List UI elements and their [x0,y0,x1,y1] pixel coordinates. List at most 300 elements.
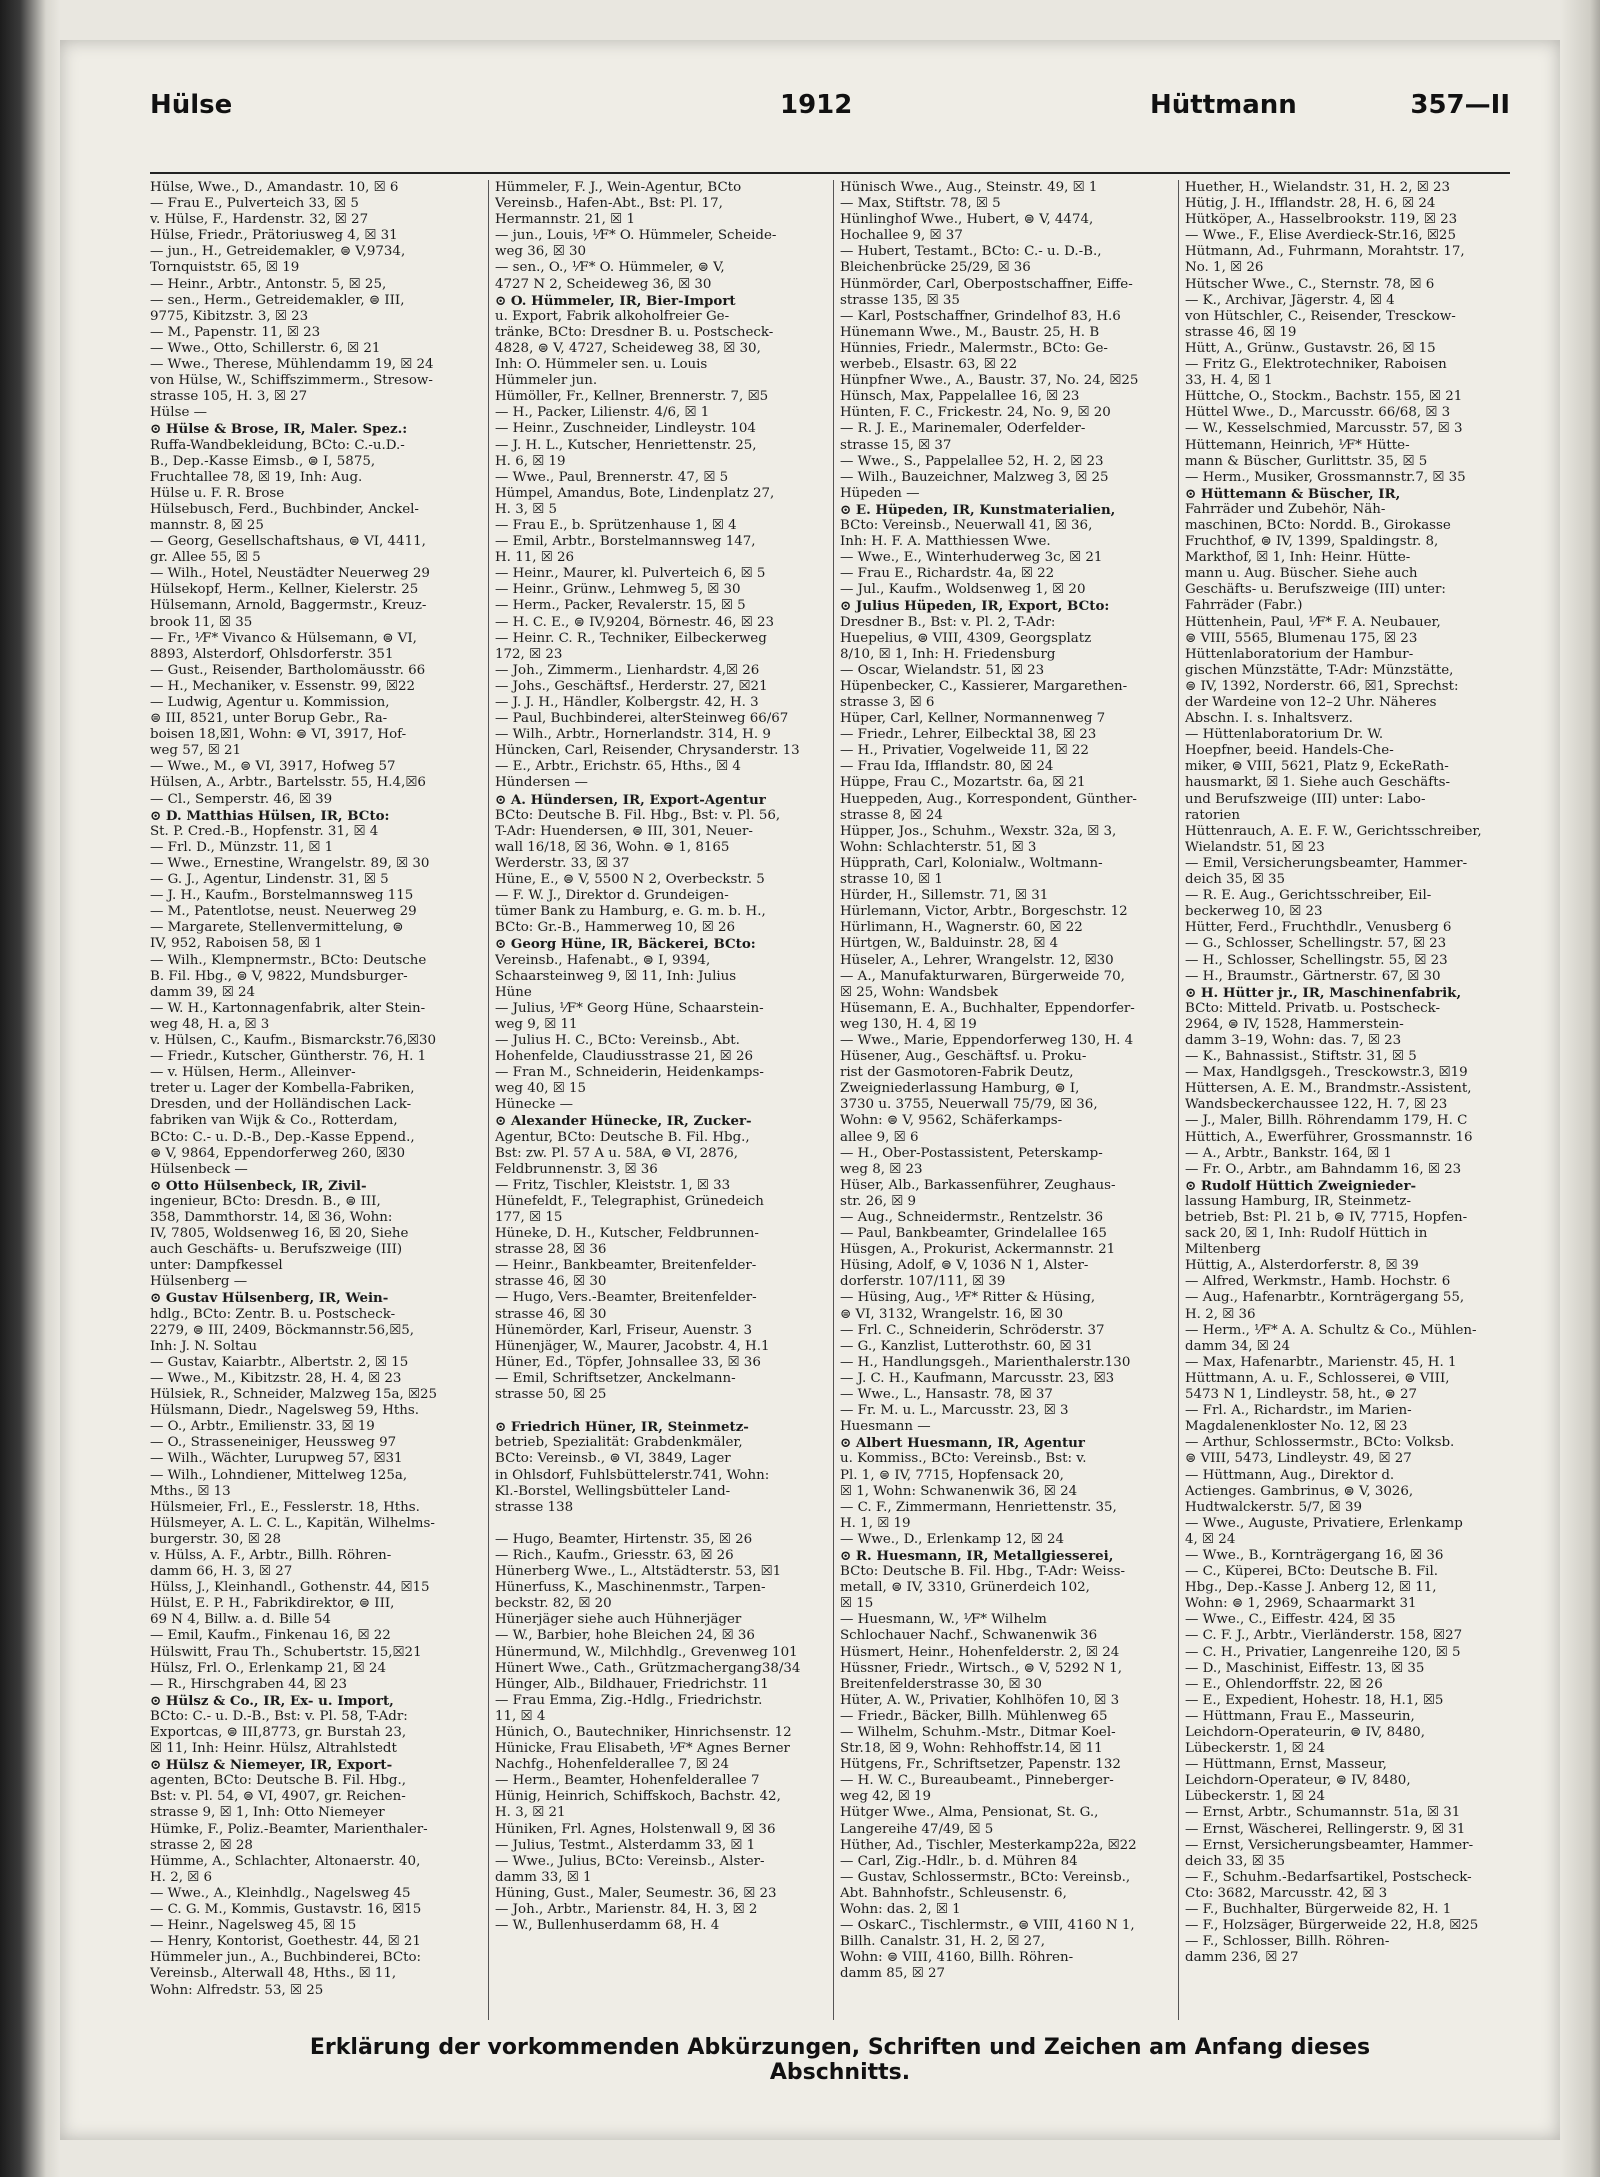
entry-line: Fahrräder und Zubehör, Näh- [1185,501,1386,517]
entry-line: Hünisch Wwe., Aug., Steinstr. 49, ☒ 1 [840,180,1098,195]
entry-line: — Wwe., C., Eiffestr. 424, ☒ 35 [1185,1612,1396,1628]
entry-line: burgerstr. 30, ☒ 28 [150,1531,282,1547]
column-2 [495,180,817,2020]
entry-line: Hüpeden — [840,485,920,501]
entry-line: — Max, Stiftstr. 78, ☒ 5 [840,196,1001,212]
entry-line: Hülst, E. P. H., Fabrikdirektor, ⊜ III, [150,1596,395,1612]
entry-line: Langereihe 47/49, ☒ 5 [840,1821,994,1837]
entry-line: — Fritz G., Elektrotechniker, Raboisen [1185,357,1447,373]
entry-line: damm 34, ☒ 24 [1185,1338,1291,1354]
entry-line: weg 9, ☒ 11 [495,1016,578,1032]
entry-line: Geschäfts- u. Berufszweige (III) unter: [1185,582,1446,598]
entry-line: damm 3–19, Wohn: das. 7, ☒ 23 [1185,1032,1402,1048]
entry-line: hdlg., BCto: Zentr. B. u. Postscheck- [150,1306,396,1322]
entry-line: ⊜ VI, 3132, Wrangelstr. 16, ☒ 30 [840,1306,1064,1322]
entry-line: — Henry, Kontorist, Goethestr. 44, ☒ 21 [150,1934,421,1950]
entry-line: in Ohlsdorf, Fuhlsbüttelerstr.741, Wohn: [495,1467,770,1483]
entry-line: ⊜ III, 8521, unter Borup Gebr., Ra- [150,711,388,727]
entry-line: — C., Küperei, BCto: Deutsche B. Fil. [1185,1564,1438,1580]
entry-line: — Wwe., Marie, Eppendorferweg 130, H. 4 [840,1032,1134,1048]
entry-line: — Heinr., Arbtr., Antonstr. 5, ☒ 25, [150,276,387,292]
entry-line: gr. Allee 55, ☒ 5 [150,550,261,566]
entry-line: 3730 u. 3755, Neuerwall 75/79, ☒ 36, [840,1097,1098,1113]
entry-line: Cto: 3682, Marcusstr. 42, ☒ 3 [1185,1885,1388,1901]
entry-line: strasse 135, ☒ 35 [840,292,960,308]
entry-line: Hümke, F., Poliz.-Beamter, Marienthaler- [150,1821,428,1837]
entry-line: — Heinr., Zuschneider, Lindleystr. 104 [495,421,756,437]
entry-line: Hüpper, Jos., Schuhm., Wexstr. 32a, ☒ 3, [840,823,1117,839]
entry-line: — Fr. O., Arbtr., am Bahndamm 16, ☒ 23 [1185,1161,1462,1177]
entry-line: — Wwe., Paul, Brennerstr. 47, ☒ 5 [495,469,729,485]
entry-line: Str.18, ☒ 9, Wohn: Rehhoffstr.14, ☒ 11 [840,1741,1103,1757]
entry-line: — R. E. Aug., Gerichtsschreiber, Eil- [1185,888,1432,904]
entry-line: Hüter, A. W., Privatier, Kohlhöfen 10, ☒ 3 [840,1692,1120,1708]
entry-line: — H., Packer, Lilienstr. 4/6, ☒ 1 [495,405,710,421]
entry-line: — Frl. A., Richardstr., im Marien- [1185,1403,1412,1419]
entry-line: Hermannstr. 21, ☒ 1 [495,212,635,228]
entry-line: Hüpenbecker, C., Kassierer, Margarethen- [840,678,1128,694]
entry-line: — Fr. M. u. L., Marcusstr. 23, ☒ 3 [840,1403,1069,1419]
entry-line: Hohenfelde, Claudiusstrasse 21, ☒ 26 [495,1049,753,1065]
entry-line: — W., Kesselschmied, Marcusstr. 57, ☒ 3 [1185,421,1463,437]
entry-line: BCto: Deutsche B. Fil. Hbg., Bst: v. Pl. 56, [495,807,781,823]
entry-line: — Julius, ⅟F* Georg Hüne, Schaarstein- [495,1000,764,1016]
entry-line: — M., Papenstr. 11, ☒ 23 [150,324,321,340]
entry-line: ⊙ Hülse & Brose, IR, Maler. Spez.: [150,421,408,438]
entry-line: No. 1, ☒ 26 [1185,260,1264,276]
entry-line: Hülsiek, R., Schneider, Malzweg 15a, ☒25 [150,1387,438,1403]
entry-line: — Oscar, Wielandstr. 51, ☒ 23 [840,662,1045,678]
entry-line: — D., Maschinist, Eiffestr. 13, ☒ 35 [1185,1660,1425,1676]
entry-line: — Paul, Bankbeamter, Grindelallee 165 [840,1226,1107,1242]
entry-line: — v. Hülsen, Herm., Alleinver- [150,1065,356,1081]
entry-line: Hüttmann, A. u. F., Schlosserei, ⊜ VIII, [1185,1370,1450,1386]
entry-line: Hoepfner, beeid. Handels-Che- [1185,743,1394,759]
entry-line: Hüneke, D. H., Kutscher, Feldbrunnen- [495,1226,759,1242]
entry-line: — Aug., Schneidermstr., Rentzelstr. 36 [840,1210,1103,1225]
entry-line: — Ernst, Arbtr., Schumannstr. 51a, ☒ 31 [1185,1805,1461,1821]
entry-line: Feldbrunnenstr. 3, ☒ 36 [495,1161,658,1177]
entry-line: Hünenjäger, W., Maurer, Jacobstr. 4, H.1 [495,1338,770,1354]
entry-line: strasse 46, ☒ 30 [495,1306,607,1322]
entry-line: Hüner, Ed., Töpfer, Johnsallee 33, ☒ 36 [495,1354,761,1370]
entry-line: Hudtwalckerstr. 5/7, ☒ 39 [1185,1499,1362,1515]
entry-line: Inh: J. N. Soltau [150,1338,258,1354]
entry-line: Hülsmeier, Frl., E., Fesslerstr. 18, Hths. [150,1499,420,1515]
entry-line: Bst: zw. Pl. 57 A u. 58A, ⊜ VI, 2876, [495,1145,738,1161]
entry-line: 177, ☒ 15 [495,1210,563,1225]
entry-line: Miltenberg [1185,1242,1261,1258]
entry-line: Abschn. I. s. Inhaltsverz. [1185,711,1353,727]
entry-line: — Gustav, Kaiarbtr., Albertstr. 2, ☒ 15 [150,1354,409,1370]
entry-line: — W., Bullenhuserdamm 68, H. 4 [495,1918,720,1934]
entry-line: ☒ 15 [840,1596,874,1612]
entry-line: maschinen, BCto: Nordd. B., Girokasse [1185,517,1451,533]
entry-line: — Alfred, Werkmstr., Hamb. Hochstr. 6 [1185,1274,1451,1290]
entry-line: Hünnies, Friedr., Malermstr., BCto: Ge- [840,340,1108,356]
entry-line: Hünpfner Wwe., A., Baustr. 37, No. 24, ☒25 [840,373,1139,389]
entry-line: ⊙ Hülsz & Co., IR, Ex- u. Import, [150,1692,394,1709]
entry-line: — K., Archivar, Jägerstr. 4, ☒ 4 [1185,292,1395,308]
entry-line: — H., Schlosser, Schellingstr. 55, ☒ 23 [1185,952,1448,968]
entry-line: strasse 10, ☒ 1 [840,872,943,888]
entry-line: — A., Manufakturwaren, Bürgerweide 70, [840,968,1125,984]
entry-line: strasse 46, ☒ 30 [495,1274,607,1290]
entry-line: — Frau E., Richardstr. 4a, ☒ 22 [840,566,1055,582]
entry-line: Hülsz, Frl. O., Erlenkamp 21, ☒ 24 [150,1660,386,1676]
entry-line: Mths., ☒ 13 [150,1483,231,1499]
entry-line: — Herm., ⅟F* A. A. Schultz & Co., Mühlen- [1185,1322,1477,1338]
entry-line: — E., Arbtr., Erichstr. 65, Hths., ☒ 4 [495,759,741,775]
entry-line: Hülse — [150,405,208,421]
entry-line: Hürder, H., Sillemstr. 71, ☒ 31 [840,888,1049,904]
entry-line: Hülsmann, Diedr., Nagelsweg 59, Hths. [150,1403,420,1419]
entry-line: — Wwe., Otto, Schillerstr. 6, ☒ 21 [150,340,381,356]
entry-line: Hünicke, Frau Elisabeth, ⅟F* Agnes Berner [495,1741,790,1757]
entry-line: strasse 28, ☒ 36 [495,1242,607,1258]
entry-line: — Friedr., Bäcker, Billh. Mühlenweg 65 [840,1708,1108,1724]
entry-line: strasse 15, ☒ 37 [840,437,952,453]
entry-line: — Ludwig, Agentur u. Kommission, [150,695,390,710]
entry-line: IV, 7805, Woldsenweg 16, ☒ 20, Siehe [150,1226,409,1242]
entry-line: Schlochauer Nachf., Schwanenwik 36 [840,1628,1098,1644]
entry-line: B., Dep.-Kasse Eimsb., ⊜ I, 5875, [150,453,376,469]
entry-line: — Johs., Geschäftsf., Herderstr. 27, ☒21 [495,678,768,694]
entry-line: — Max, Hafenarbtr., Marienstr. 45, H. 1 [1185,1354,1457,1370]
entry-line: ingenieur, BCto: Dresdn. B., ⊜ III, [150,1193,381,1209]
entry-line: Hülsebusch, Ferd., Buchbinder, Anckel- [150,501,419,517]
header-right-name: Hüttmann [1150,90,1297,120]
entry-line: Hüne, E., ⊜ V, 5500 N 2, Overbeckstr. 5 [495,872,765,888]
entry-line: ⊙ Hülsz & Niemeyer, IR, Export- [150,1757,393,1774]
entry-line: — J. H., Kaufm., Borstelmannsweg 115 [150,888,414,904]
entry-line: Hüseler, A., Lehrer, Wrangelstr. 12, ☒30 [840,952,1114,968]
entry-line: Hünert Wwe., Cath., Grützmachergang38/34 [495,1660,801,1676]
entry-line: 172, ☒ 23 [495,646,563,662]
entry-line: damm 236, ☒ 27 [1185,1950,1299,1966]
entry-line: — Julius, Testmt., Alsterdamm 33, ☒ 1 [495,1837,756,1853]
entry-line: — Herm., Beamter, Hohenfelderallee 7 [495,1773,760,1789]
entry-line: — Gustav, Schlossermstr., BCto: Vereinsb., [840,1869,1131,1885]
header-year: 1912 [780,90,853,120]
entry-line: Hünger, Alb., Bildhauer, Friedrichstr. 11 [495,1676,769,1692]
entry-line: — Hüttenlaboratorium Dr. W. [1185,727,1384,743]
entry-line: Hüniken, Frl. Agnes, Holstenwall 9, ☒ 36 [495,1821,776,1837]
entry-line: Hünecke — [495,1097,574,1113]
entry-line: — Wwe., A., Kleinhdlg., Nagelsweg 45 [150,1885,411,1901]
entry-line: — Hubert, Testamt., BCto: C.- u. D.-B., [840,244,1102,260]
entry-line: Hüne [495,984,532,1000]
entry-line: Hünten, F. C., Frickestr. 24, No. 9, ☒ 20 [840,405,1111,421]
entry-line: — G., Kanzlist, Lutterothstr. 60, ☒ 31 [840,1338,1093,1354]
entry-line: — Emil, Arbtr., Borstelmannsweg 147, [495,534,756,550]
entry-line: Hüsing, Adolf, ⊜ V, 1036 N 1, Alster- [840,1258,1089,1274]
entry-line: Hünich, O., Bautechniker, Hinrichsenstr. 12 [495,1725,792,1740]
entry-line: v. Hülsen, C., Kaufm., Bismarckstr.76,☒30 [150,1032,437,1048]
entry-line: St. P. Cred.-B., Hopfenstr. 31, ☒ 4 [150,823,379,839]
entry-line: — J. C. H., Kaufmann, Marcusstr. 23, ☒3 [840,1370,1115,1386]
entry-line: BCto: C.- u. D.-B., Dep.-Kasse Eppend., [150,1129,415,1145]
entry-line: — Wwe., B., Kornträgergang 16, ☒ 36 [1185,1547,1444,1563]
entry-line: Wandsbeckerchaussee 122, H. 7, ☒ 23 [1185,1097,1448,1113]
entry-line: Leichdorn-Operateurin, ⊜ IV, 8480, [1185,1725,1425,1740]
entry-line: — Emil, Versicherungsbeamter, Hammer- [1185,855,1468,871]
entry-line: ⊙ Rudolf Hüttich Zweignieder- [1185,1177,1417,1194]
entry-line: Wohn: ⊜ V, 9562, Schäferkamps- [840,1113,1063,1129]
entry-line: Magdalenenkloster No. 12, ☒ 23 [1185,1419,1408,1435]
entry-line: — R. J. E., Marinemaler, Oderfelder- [840,421,1086,437]
entry-line: BCto: Vereinsb., ⊜ VI, 3849, Lager [495,1451,731,1467]
entry-line: Hüser, Alb., Barkassenführer, Zeughaus- [840,1177,1116,1193]
entry-line: Billh. Canalstr. 31, H. 2, ☒ 27, [840,1934,1045,1950]
entry-line: Hütger Wwe., Alma, Pensionat, St. G., [840,1805,1099,1821]
entry-line: — H., Handlungsgeh., Marienthalerstr.130 [840,1354,1131,1370]
entry-line: Hüsgen, A., Prokurist, Ackermannstr. 21 [840,1242,1116,1258]
entry-line: sack 20, ☒ 1, Inh: Rudolf Hüttich in [1185,1226,1428,1242]
entry-line: Huether, H., Wielandstr. 31, H. 2, ☒ 23 [1185,180,1451,195]
entry-line: Hünsch, Max, Pappelallee 16, ☒ 23 [840,389,1080,405]
entry-line: betrieb, Bst: Pl. 21 b, ⊜ IV, 7715, Hopfen- [1185,1210,1468,1225]
entry-line: Hüncken, Carl, Reisender, Chrysanderstr. 13 [495,743,800,759]
column-1 [150,180,472,2020]
entry-line: ⊙ Otto Hülsenbeck, IR, Zivil- [150,1177,367,1194]
entry-line: Hüpprath, Carl, Kolonialw., Woltmann- [840,855,1103,871]
entry-line: Huesmann — [840,1419,931,1435]
entry-line: agenten, BCto: Deutsche B. Fil. Hbg., [150,1773,406,1789]
entry-line: gischen Münzstätte, T-Adr: Münzstätte, [1185,662,1454,678]
entry-line: Exportcas, ⊜ III,8773, gr. Burstah 23, [150,1725,407,1740]
entry-line: Hütmann, Ad., Fuhrmann, Morahtstr. 17, [1185,244,1465,260]
entry-line: Hünemann Wwe., M., Baustr. 25, H. B [840,324,1100,340]
entry-line: ⊜ VIII, 5565, Blumenau 175, ☒ 23 [1185,630,1418,646]
entry-line: Werderstr. 33, ☒ 37 [495,855,630,871]
entry-line: Hütscher Wwe., C., Sternstr. 78, ☒ 6 [1185,276,1435,292]
entry-line: — Frau E., b. Sprützenhause 1, ☒ 4 [495,517,737,533]
entry-line: treter u. Lager der Kombella-Fabriken, [150,1081,415,1097]
entry-line: Hütgens, Fr., Schriftsetzer, Papenstr. 132 [840,1757,1121,1773]
entry-line: ⊙ Albert Huesmann, IR, Agentur [840,1435,1085,1452]
entry-line: — Jul., Kaufm., Woldsenweg 1, ☒ 20 [840,582,1086,598]
entry-line: ⊙ E. Hüpeden, IR, Kunstmaterialien, [840,501,1116,518]
entry-line: von Hütschler, C., Reisender, Tresckow- [1185,308,1456,324]
entry-line: Bst: v. Pl. 54, ⊜ VI, 4907, gr. Reichen- [150,1789,406,1805]
entry-line: damm 85, ☒ 27 [840,1966,946,1982]
entry-line: — H. C. E., ⊜ IV,9204, Börnestr. 46, ☒ 23 [495,614,775,630]
entry-line: — Hüttmann, Frau E., Masseurin, [1185,1708,1415,1724]
entry-line: — Hüttmann, Aug., Direktor d. [1185,1467,1395,1483]
entry-line: — Carl, Zig.-Hdlr., b. d. Mühren 84 [840,1853,1078,1869]
entry-line: Hünig, Heinrich, Schiffskoch, Bachstr. 42, [495,1789,781,1805]
entry-line: — C. F. J., Arbtr., Vierländerstr. 158, ☒27 [1185,1628,1463,1644]
entry-line: — F., Buchhalter, Bürgerweide 82, H. 1 [1185,1902,1452,1918]
entry-line: ⊙ O. Hümmeler, IR, Bier-Import [495,292,736,309]
entry-line: Schaarsteinweg 9, ☒ 11, Inh: Julius [495,968,737,984]
entry-line: — Wwe., Auguste, Privatiere, Erlenkamp [1185,1515,1463,1531]
entry-line: Hülse, Wwe., D., Amandastr. 10, ☒ 6 [150,180,399,195]
entry-line: ⊙ Hüttemann & Büscher, IR, [1185,485,1401,502]
entry-line: Hueppeden, Aug., Korrespondent, Günther- [840,791,1137,807]
entry-line: — H. W. C., Bureaubeamt., Pinneberger- [840,1773,1114,1789]
entry-line: Hütt, A., Grünw., Gustavstr. 26, ☒ 15 [1185,340,1436,356]
entry-line: von Hülse, W., Schiffszimmerm., Stresow- [150,373,433,389]
entry-line: Hümmeler jun., A., Buchbinderei, BCto: [150,1950,422,1966]
entry-line: — Wwe., E., Winterhuderweg 3c, ☒ 21 [840,550,1103,566]
entry-line: — Herm., Packer, Revalerstr. 15, ☒ 5 [495,598,746,614]
entry-line: — Ernst, Versicherungsbeamter, Hammer- [1185,1837,1474,1853]
entry-line: Hülse, Friedr., Prätoriusweg 4, ☒ 31 [150,228,398,244]
entry-line: — Aug., Hafenarbtr., Kornträgergang 55, [1185,1290,1465,1306]
entry-line: — F., Schlosser, Billh. Röhren- [1185,1934,1390,1950]
entry-line: unter: Dampfkessel [150,1258,283,1274]
entry-line: BCto: C.- u. D.-B., Bst: v. Pl. 58, T-Adr: [150,1708,408,1724]
entry-line: T-Adr: Huendersen, ⊜ III, 301, Neuer- [495,823,753,839]
entry-line: damm 39, ☒ 24 [150,984,256,1000]
entry-line: Hünermund, W., Milchhdlg., Grevenweg 101 [495,1644,798,1660]
entry-line: Hüsener, Aug., Geschäftsf. u. Proku- [840,1049,1087,1065]
entry-line: — Wilh., Arbtr., Hornerlandstr. 314, H. 9 [495,727,771,743]
abbreviation-footer: Erklärung der vorkommenden Abkürzungen, Schriften und Zeichen am Anfang dieses Abschnitts. [309,2035,1371,2085]
entry-line: v. Hülss, A. F., Arbtr., Billh. Röhren- [150,1547,392,1563]
entry-line: str. 26, ☒ 9 [840,1193,917,1209]
entry-line: Wohn: ⊜ 1, 2969, Schaarmarkt 31 [1185,1596,1417,1612]
entry-line: fabriken van Wijk & Co., Rotterdam, [150,1113,398,1129]
entry-line: Wohn: Schlachterstr. 51, ☒ 3 [840,839,1037,855]
entry-line: BCto: Gr.-B., Hammerweg 10, ☒ 26 [495,920,736,936]
entry-line: Hochallee 9, ☒ 37 [840,228,963,244]
entry-line: — Julius H. C., BCto: Vereinsb., Abt. [495,1032,740,1048]
entry-line: 69 N 4, Billw. a. d. Bille 54 [150,1612,331,1628]
entry-line: — O., Arbtr., Emilienstr. 33, ☒ 19 [150,1419,375,1435]
entry-line: v. Hülse, F., Hardenstr. 32, ☒ 27 [150,212,369,228]
entry-line: Hümöller, Fr., Kellner, Brennerstr. 7, ☒5 [495,389,769,405]
entry-line: — Wwe., Therese, Mühlendamm 19, ☒ 24 [150,357,434,373]
entry-line: 2964, ⊜ IV, 1528, Hammerstein- [1185,1016,1404,1032]
entry-line: — Emil, Kaufm., Finkenau 16, ☒ 22 [150,1628,391,1644]
entry-line: ⊜ VIII, 5473, Lindleystr. 49, ☒ 27 [1185,1451,1412,1467]
entry-line: — Max, Handlgsgeh., Tresckowstr.3, ☒19 [1185,1065,1468,1081]
entry-line: Tornquiststr. 65, ☒ 19 [150,260,300,276]
entry-line: Wohn: das. 2, ☒ 1 [840,1902,961,1918]
entry-line: Fruchthof, ⊜ IV, 1399, Spaldingstr. 8, [1185,534,1439,550]
entry-line: — F. W. J., Direktor d. Grundeigen- [495,888,729,904]
entry-line: — Wwe., Julius, BCto: Vereinsb., Alster- [495,1853,765,1869]
entry-line: — jun., Louis, ⅟F* O. Hümmeler, Scheide- [495,228,777,244]
entry-line: — Heinr., Bankbeamter, Breitenfelder- [495,1258,757,1274]
entry-line: Hüsmert, Heinr., Hohenfelderstr. 2, ☒ 24 [840,1644,1120,1660]
page-header [150,90,1510,130]
entry-line: tümer Bank zu Hamburg, e. G. m. b. H., [495,904,766,920]
entry-line: Hütig, J. H., Ifflandstr. 28, H. 6, ☒ 24 [1185,196,1436,212]
entry-line: H. 3, ☒ 21 [495,1805,566,1821]
entry-line: Hülsenberg — [150,1274,248,1290]
entry-line: Hüper, Carl, Kellner, Normannenweg 7 [840,711,1106,727]
entry-line: BCto: Deutsche B. Fil. Hbg., T-Adr: Weiss- [840,1564,1125,1580]
entry-line: — Cl., Semperstr. 46, ☒ 39 [150,791,333,807]
entry-line: Wohn: ⊜ VIII, 4160, Billh. Röhren- [840,1950,1074,1966]
entry-line: — G., Schlosser, Schellingstr. 57, ☒ 23 [1185,936,1447,952]
entry-line: — H., Privatier, Vogelweide 11, ☒ 22 [840,743,1089,759]
entry-line: — C. F., Zimmermann, Henriettenstr. 35, [840,1499,1117,1515]
entry-line: 8893, Alsterdorf, Ohlsdorferstr. 351 [150,646,394,662]
entry-line: Breitenfelderstrasse 30, ☒ 30 [840,1676,1042,1692]
entry-line: Lübeckerstr. 1, ☒ 24 [1185,1789,1325,1805]
entry-line: — Wilh., Bauzeichner, Malzweg 3, ☒ 25 [840,469,1109,485]
entry-line: Hülsemann, Arnold, Baggermstr., Kreuz- [150,598,427,614]
entry-line: — sen., Herm., Getreidemakler, ⊜ III, [150,292,405,308]
entry-line: Hülsmeyer, A. L. C. L., Kapitän, Wilhelms- [150,1515,435,1531]
entry-line: deich 33, ☒ 35 [1185,1853,1286,1869]
entry-line: tränke, BCto: Dresdner B. u. Postscheck- [495,324,774,340]
entry-line: — Wwe., M., ⊜ VI, 3917, Hofweg 57 [150,759,396,775]
entry-line: u. Kommiss., BCto: Vereinsb., Bst: v. [840,1451,1087,1467]
entry-line: — Emil, Schriftsetzer, Anckelmann- [495,1370,736,1386]
entry-line: Inh: H. F. A. Matthiessen Wwe. [840,534,1051,550]
entry-line: — F., Holzsäger, Bürgerweide 22, H.8, ☒25 [1185,1918,1479,1934]
entry-line: — H., Ober-Postassistent, Peterskamp- [840,1145,1103,1161]
entry-line: IV, 952, Raboisen 58, ☒ 1 [150,936,323,952]
entry-line: Ruffa-Wandbekleidung, BCto: C.-u.D.- [150,437,405,453]
entry-line: — R., Hirschgraben 44, ☒ 23 [150,1676,348,1692]
header-rule [150,172,1510,174]
entry-line: werbeb., Elsastr. 63, ☒ 22 [840,357,1018,373]
entry-line: Dresdner B., Bst: v. Pl. 2, T-Adr: [840,614,1056,630]
entry-line: metall, ⊜ IV, 3310, Grünerdeich 102, [840,1580,1090,1596]
entry-line: — Fran M., Schneiderin, Heidenkamps- [495,1065,764,1081]
entry-line: ⊙ R. Huesmann, IR, Metallgiesserei, [840,1547,1114,1564]
entry-line: — Joh., Arbtr., Marienstr. 84, H. 3, ☒ 2 [495,1902,758,1918]
entry-line: — Frau Ida, Ifflandstr. 80, ☒ 24 [840,759,1054,775]
entry-line: ratorien [1185,807,1241,823]
entry-line: — Friedr., Kutscher, Güntherstr. 76, H. 1 [150,1049,427,1065]
entry-line: weg 42, ☒ 19 [840,1789,932,1805]
entry-line: — Wilh., Klempnermstr., BCto: Deutsche [150,952,427,968]
entry-line: 5473 N 1, Lindleystr. 58, ht., ⊜ 27 [1185,1387,1418,1403]
entry-line: — Fritz, Tischler, Kleiststr. 1, ☒ 33 [495,1177,731,1193]
entry-line: Hülss, J., Kleinhandl., Gothenstr. 44, ☒15 [150,1580,430,1596]
entry-line: H. 1, ☒ 19 [840,1515,911,1531]
entry-line: 9775, Kibitzstr. 3, ☒ 23 [150,308,309,324]
entry-line: — sen., O., ⅟F* O. Hümmeler, ⊜ V, [495,260,725,276]
entry-line: 4, ☒ 24 [1185,1531,1236,1547]
entry-line: 33, H. 4, ☒ 1 [1185,373,1273,389]
entry-line: 358, Dammthorstr. 14, ☒ 36, Wohn: [150,1210,393,1225]
entry-line: — Wilh., Wächter, Lurupweg 57, ☒31 [150,1451,403,1467]
entry-line: H. 11, ☒ 26 [495,550,575,566]
entry-line: — A., Arbtr., Bankstr. 164, ☒ 1 [1185,1145,1392,1161]
entry-line: ☒ 11, Inh: Heinr. Hülsz, Altrahlstedt [150,1741,397,1757]
entry-line: — W., Barbier, hohe Bleichen 24, ☒ 36 [495,1628,755,1644]
entry-line: — Heinr., Maurer, kl. Pulverteich 6, ☒ 5 [495,566,766,582]
entry-line: Hütköper, A., Hasselbrookstr. 119, ☒ 23 [1185,212,1458,228]
entry-line: BCto: Vereinsb., Neuerwall 41, ☒ 36, [840,517,1093,533]
entry-line: Leichdorn-Operateur, ⊜ IV, 8480, [1185,1773,1411,1789]
entry-line: mannstr. 8, ☒ 25 [150,517,264,533]
entry-line [495,1403,817,1419]
entry-line: beckstr. 82, ☒ 20 [495,1596,612,1612]
entry-line: — Wwe., M., Kibitzstr. 28, H. 4, ☒ 23 [150,1370,402,1386]
entry-line: mann & Büscher, Gurlittstr. 35, ☒ 5 [1185,453,1428,469]
entry-line: — C. H., Privatier, Langenreihe 120, ☒ 5 [1185,1644,1461,1660]
entry-line: — Wwe., Ernestine, Wrangelstr. 89, ☒ 30 [150,855,430,871]
entry-line: H. 6, ☒ 19 [495,453,566,469]
entry-line: — Joh., Zimmerm., Lienhardstr. 4,☒ 26 [495,662,760,678]
entry-line: Hüttich, A., Ewerführer, Grossmannstr. 16 [1185,1129,1473,1145]
entry-line: brook 11, ☒ 35 [150,614,253,630]
entry-line: — Wilhelm, Schuhm.-Mstr., Ditmar Koel- [840,1725,1116,1740]
entry-line: Wohn: Alfredstr. 53, ☒ 25 [150,1982,324,1998]
entry-line: strasse 105, H. 3, ☒ 27 [150,389,308,405]
entry-line: strasse 138 [495,1499,574,1515]
